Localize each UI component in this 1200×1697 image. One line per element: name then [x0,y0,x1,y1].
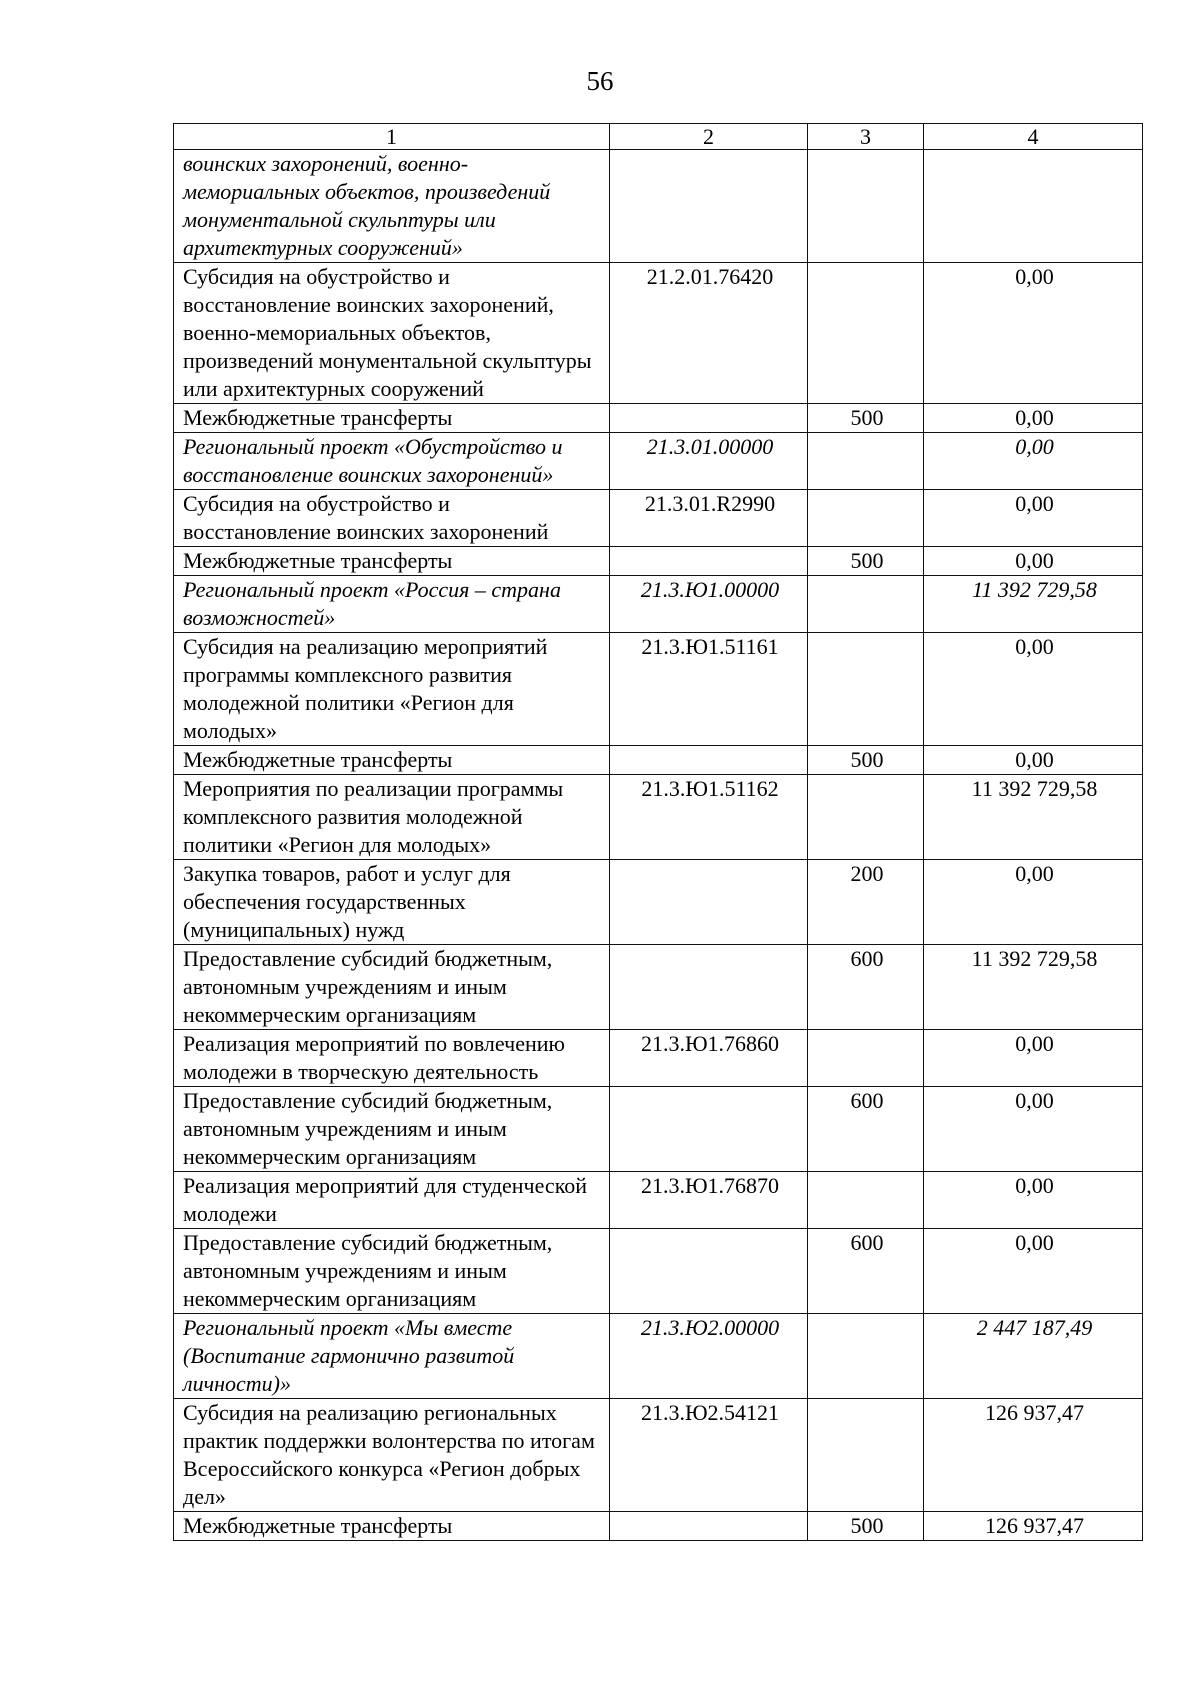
row-expense-type [808,1399,924,1512]
row-expense-type: 500 [808,547,924,576]
row-name: Предоставление субсидий бюджетным, автономным учреждениям и иным некоммерческим организациям [174,1229,610,1314]
table-row [174,1399,1143,1512]
row-name: Межбюджетные трансферты [174,547,610,576]
row-amount: 126 937,47 [924,1399,1143,1512]
row-code: 21.3.Ю1.76870 [610,1172,808,1229]
table-row [174,633,1143,746]
row-expense-type [808,263,924,404]
row-name: Субсидия на реализацию мероприятий программы комплексного развития молодежной политики «Регион для молодых» [174,633,610,746]
row-code: 21.3.01.00000 [610,433,808,490]
table-body [174,150,1143,1541]
table-row [174,746,1143,775]
row-expense-type [808,775,924,860]
row-amount [924,150,1143,263]
column-header: 3 [808,124,924,150]
row-amount: 0,00 [924,633,1143,746]
table-row [174,1172,1143,1229]
row-expense-type: 200 [808,860,924,945]
table-row [174,576,1143,633]
table-row [174,490,1143,547]
row-name: Межбюджетные трансферты [174,404,610,433]
row-code [610,1229,808,1314]
table-row [174,860,1143,945]
row-code: 21.3.Ю2.00000 [610,1314,808,1399]
column-header: 4 [924,124,1143,150]
row-code [610,404,808,433]
row-amount: 0,00 [924,1229,1143,1314]
table-row [174,404,1143,433]
row-amount: 11 392 729,58 [924,576,1143,633]
row-expense-type [808,1030,924,1087]
row-expense-type [808,433,924,490]
row-name: Предоставление субсидий бюджетным, автономным учреждениям и иным некоммерческим организациям [174,945,610,1030]
row-name: Региональный проект «Обустройство и восстановление воинских захоронений» [174,433,610,490]
row-name: Субсидия на обустройство и восстановление воинских захоронений, военно-мемориальных объектов, произведений монументальной скульптуры или архитектурных сооружений [174,263,610,404]
row-name: Предоставление субсидий бюджетным, автономным учреждениям и иным некоммерческим организациям [174,1087,610,1172]
row-name: Региональный проект «Мы вместе (Воспитание гармонично развитой личности)» [174,1314,610,1399]
row-expense-type: 500 [808,404,924,433]
row-expense-type: 600 [808,945,924,1030]
header-row [174,124,1143,150]
table-row [174,1314,1143,1399]
row-name: Реализация мероприятий по вовлечению молодежи в творческую деятельность [174,1030,610,1087]
table-row [174,1229,1143,1314]
table-row [174,945,1143,1030]
row-name: Субсидия на реализацию региональных практик поддержки волонтерства по итогам Всероссийского конкурса «Регион добрых дел» [174,1399,610,1512]
row-code [610,547,808,576]
row-amount: 0,00 [924,1172,1143,1229]
row-amount: 0,00 [924,1087,1143,1172]
row-name: Региональный проект «Россия – страна возможностей» [174,576,610,633]
row-amount: 2 447 187,49 [924,1314,1143,1399]
row-amount: 0,00 [924,263,1143,404]
row-name: воинских захоронений, военно-мемориальных объектов, произведений монументальной скульптуры или архитектурных сооружений» [174,150,610,263]
row-amount: 0,00 [924,860,1143,945]
row-code [610,1512,808,1541]
row-amount: 11 392 729,58 [924,775,1143,860]
row-amount: 0,00 [924,746,1143,775]
row-code: 21.3.Ю1.76860 [610,1030,808,1087]
row-amount: 11 392 729,58 [924,945,1143,1030]
row-code [610,746,808,775]
row-amount: 0,00 [924,404,1143,433]
table-row [174,1512,1143,1541]
table-row [174,433,1143,490]
row-name: Межбюджетные трансферты [174,1512,610,1541]
page-number: 56 [586,66,614,96]
row-expense-type: 600 [808,1229,924,1314]
row-code: 21.3.Ю2.54121 [610,1399,808,1512]
row-amount: 0,00 [924,547,1143,576]
row-expense-type [808,490,924,547]
row-expense-type: 600 [808,1087,924,1172]
budget-table [173,123,1143,1541]
row-code: 21.3.Ю1.51161 [610,633,808,746]
row-code: 21.3.Ю1.00000 [610,576,808,633]
row-expense-type: 500 [808,1512,924,1541]
row-name: Субсидия на обустройство и восстановление воинских захоронений [174,490,610,547]
row-name: Реализация мероприятий для студенческой молодежи [174,1172,610,1229]
row-expense-type [808,633,924,746]
row-expense-type: 500 [808,746,924,775]
row-expense-type [808,1172,924,1229]
row-code: 21.3.Ю1.51162 [610,775,808,860]
column-header: 2 [610,124,808,150]
column-header: 1 [174,124,610,150]
row-code: 21.3.01.R2990 [610,490,808,547]
table-row [174,1087,1143,1172]
row-expense-type [808,576,924,633]
table-row [174,775,1143,860]
row-expense-type [808,150,924,263]
table-row [174,263,1143,404]
row-name: Закупка товаров, работ и услуг для обеспечения государственных (муниципальных) нужд [174,860,610,945]
row-amount: 126 937,47 [924,1512,1143,1541]
row-code [610,1087,808,1172]
table-row [174,150,1143,263]
row-expense-type [808,1314,924,1399]
table-row [174,547,1143,576]
row-code [610,860,808,945]
row-name: Мероприятия по реализации программы комплексного развития молодежной политики «Регион для молодых» [174,775,610,860]
row-code [610,150,808,263]
row-code: 21.2.01.76420 [610,263,808,404]
row-name: Межбюджетные трансферты [174,746,610,775]
row-amount: 0,00 [924,1030,1143,1087]
row-code [610,945,808,1030]
row-amount: 0,00 [924,433,1143,490]
row-amount: 0,00 [924,490,1143,547]
table-row [174,1030,1143,1087]
